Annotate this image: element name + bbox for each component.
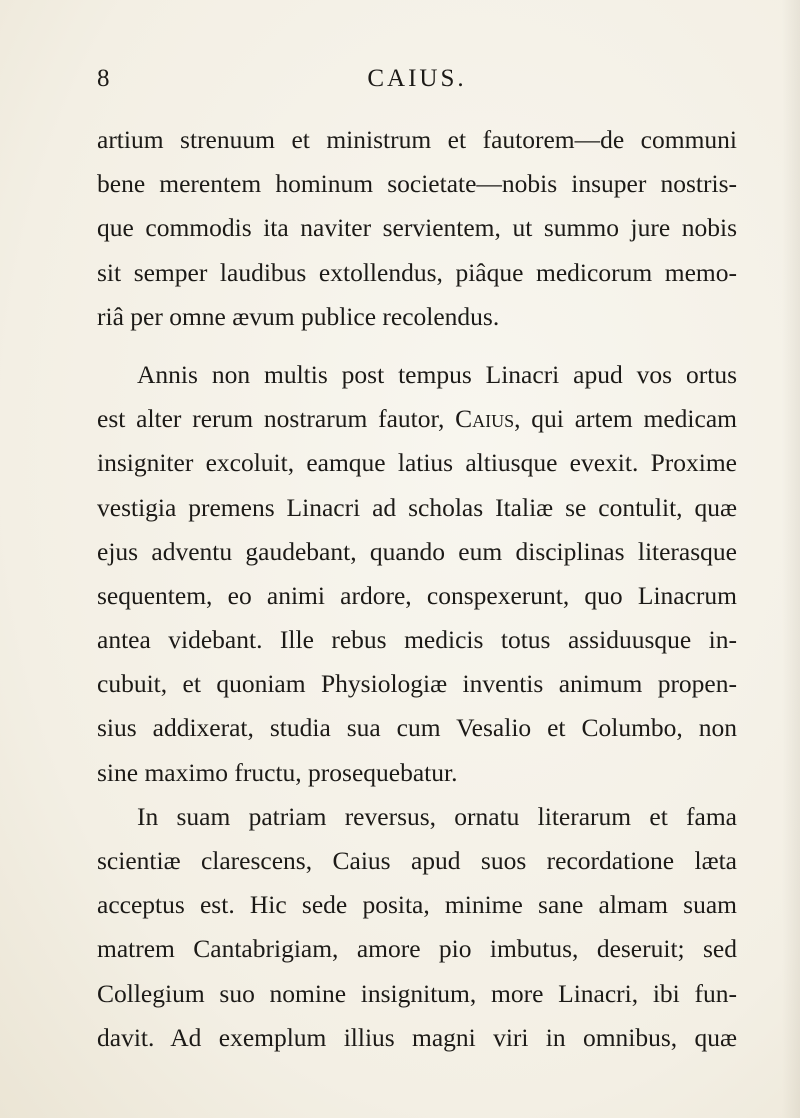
text-line: sit semper laudibus extollendus, piâque medicorum memo-	[97, 257, 737, 287]
text-line: Annis non multis post tempus Linacri apud vos ortus	[137, 359, 737, 389]
page-number: 8	[97, 65, 110, 92]
text-line: davit. Ad exemplum illius magni viri in omnibus, quæ	[97, 1022, 737, 1052]
text-line: bene merentem hominum societate—nobis insuper nostris-	[97, 169, 737, 199]
text-line: Collegium suo nomine insignitum, more Linacri, ibi fun-	[97, 978, 737, 1008]
text-line: que commodis ita naviter servientem, ut summo jure nobis	[97, 213, 737, 243]
text-line: ejus adventu gaudebant, quando eum disciplinas literasque	[97, 536, 737, 566]
text-line: sius addixerat, studia sua cum Vesalio et Columbo, non	[97, 713, 737, 743]
text-line: acceptus est. Hic sede posita, minime sane almam suam	[97, 890, 737, 920]
paragraph	[97, 795, 737, 1060]
text-line: In suam patriam reversus, ornatu literarum et fama	[137, 801, 737, 831]
text-line: artium strenuum et ministrum et fautorem—de communi	[97, 125, 737, 154]
text-line: est alter rerum nostrarum fautor, Caius, qui artem medicam	[97, 404, 737, 434]
running-head: CAIUS.	[367, 65, 467, 92]
text-line: scientiæ clarescens, Caius apud suos recordatione læta	[97, 846, 737, 875]
text-line: insigniter excoluit, eamque latius altiusque evexit. Proxime	[97, 448, 737, 478]
text-line: matrem Cantabrigiam, amore pio imbutus, deseruit; sed	[97, 934, 737, 964]
paragraph-spacer	[97, 339, 737, 353]
text-line: riâ per omne ævum publice recolendus.	[97, 301, 500, 331]
text-line: antea videbant. Ille rebus medicis totus assiduusque in-	[97, 625, 737, 655]
paragraph	[97, 118, 737, 339]
page-edge-shadow	[782, 0, 800, 1118]
paragraph	[97, 353, 737, 795]
name-caius-smallcaps: Caius	[455, 404, 515, 434]
text-line: sequentem, eo animi ardore, conspexerunt, quo Linacrum	[97, 580, 737, 610]
text-line: vestigia premens Linacri ad scholas Italiæ se contulit, quæ	[97, 492, 737, 522]
body-text	[97, 118, 737, 1060]
text-line: sine maximo fructu, prosequebatur.	[97, 757, 458, 787]
page-header	[97, 62, 737, 96]
text-line: cubuit, et quoniam Physiologiæ inventis animum propen-	[97, 669, 737, 699]
